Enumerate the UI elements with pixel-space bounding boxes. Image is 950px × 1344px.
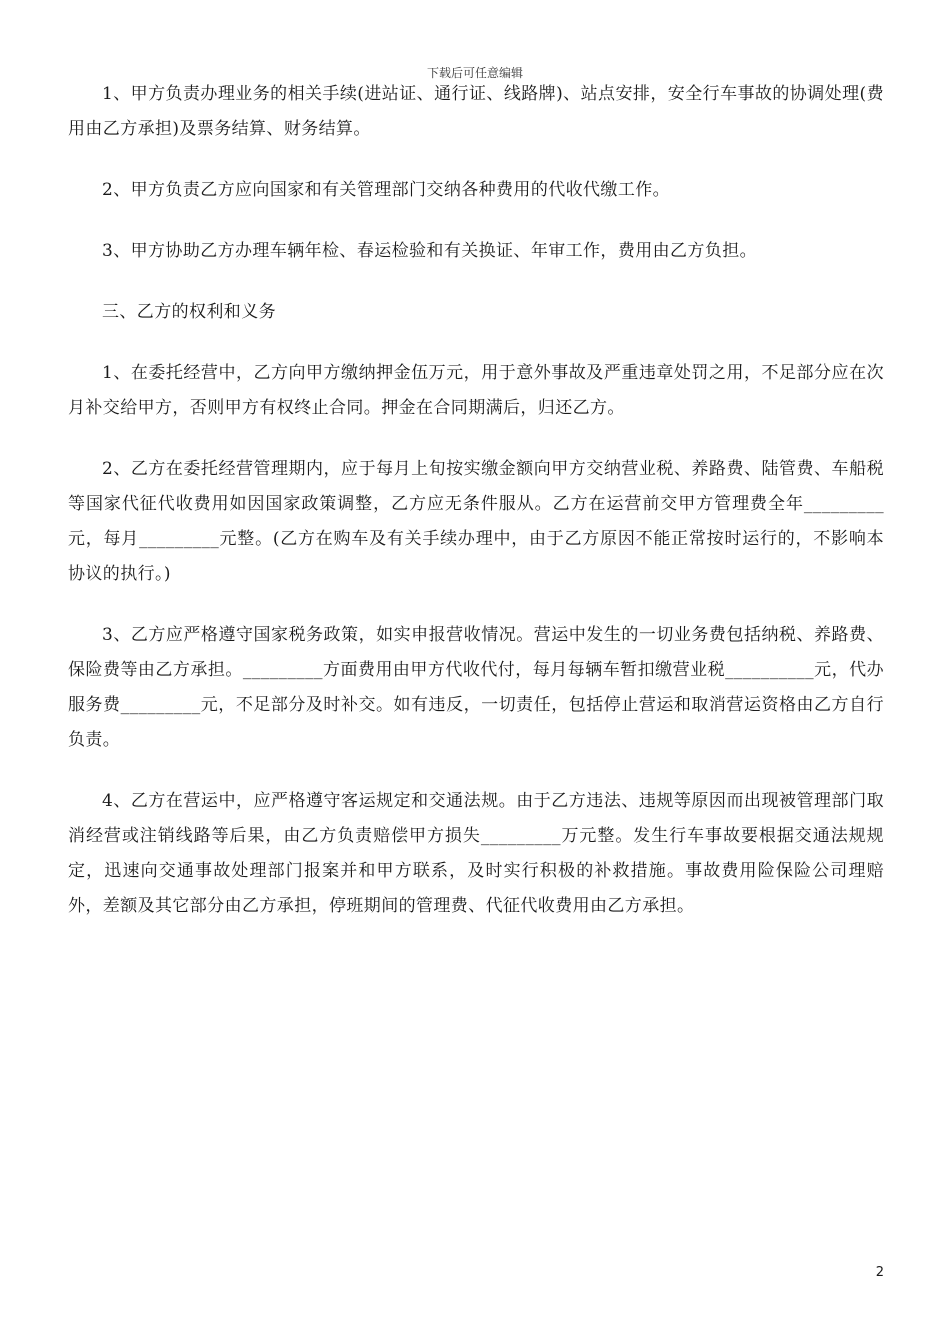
paragraph-party-a-duty-2: 2、甲方负责乙方应向国家和有关管理部门交纳各种费用的代收代缴工作。 xyxy=(102,180,671,200)
section-heading-party-b: 三、乙方的权利和义务 xyxy=(102,302,276,322)
paragraph-party-b-duty-3: 3、乙方应严格遵守国家税务政策，如实申报营收情况。营运中发生的一切业务费包括纳税、养路费、保险费等由乙方承担。_________方面费用由甲方代收代付，每月每辆车暂扣缴营业税__________元，代办服务费_________元，不足部分及时补交。如有违反，一切责任，包括停止营运和取消营运资格由乙方自行负责。 xyxy=(68,625,884,750)
paragraph-party-b-duty-2: 2、乙方在委托经营管理期内，应于每月上旬按实缴金额向甲方交纳营业税、养路费、陆管费、车船税等国家代征代收费用如因国家政策调整，乙方应无条件服从。乙方在运营前交甲方管理费全年_________元，每月_________元整。(乙方在购车及有关手续办理中，由于乙方原因不能正常按时运行的，不影响本协议的执行。) xyxy=(68,459,884,584)
header-note: 下载后可任意编辑 xyxy=(426,66,523,80)
document-body xyxy=(68,77,884,950)
paragraph-party-a-duty-1: 1、甲方负责办理业务的相关手续(进站证、通行证、线路牌)、站点安排，安全行车事故的协调处理(费用由乙方承担)及票务结算、财务结算。 xyxy=(68,84,884,139)
paragraph-party-a-duty-3: 3、甲方协助乙方办理车辆年检、春运检验和有关换证、年审工作，费用由乙方负担。 xyxy=(102,241,758,261)
page-number: 2 xyxy=(875,1265,884,1280)
paragraph-party-b-duty-4: 4、乙方在营运中，应严格遵守客运规定和交通法规。由于乙方违法、违规等原因而出现被管理部门取消经营或注销线路等后果，由乙方负责赔偿甲方损失_________万元整。发生行车事故要根据交通法规规定，迅速向交通事故处理部门报案并和甲方联系，及时实行积极的补救措施。事故费用险保险公司理赔外，差额及其它部分由乙方承担，停班期间的管理费、代征代收费用由乙方承担。 xyxy=(68,791,884,916)
paragraph-party-b-duty-1: 1、在委托经营中，乙方向甲方缴纳押金伍万元，用于意外事故及严重违章处罚之用，不足部分应在次月补交给甲方，否则甲方有权终止合同。押金在合同期满后，归还乙方。 xyxy=(68,363,884,418)
